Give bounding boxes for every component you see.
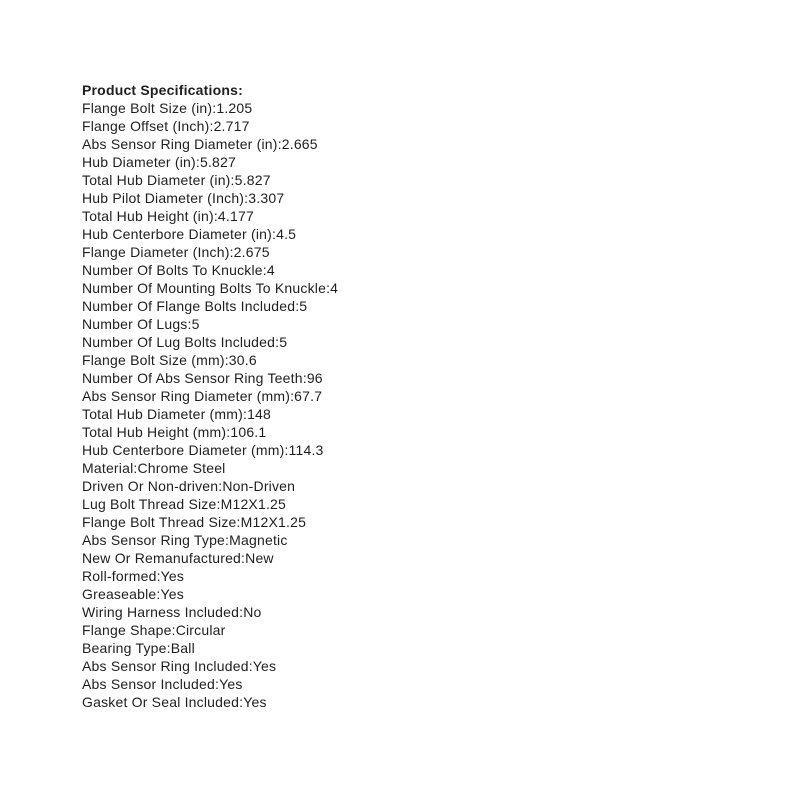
spec-line [82, 243, 338, 261]
spec-value: 2.675 [233, 244, 270, 260]
spec-separator: : [218, 478, 223, 494]
spec-separator: : [212, 100, 217, 116]
spec-line [82, 639, 338, 657]
spec-value: Yes [160, 568, 185, 584]
spec-value: 4 [266, 262, 275, 278]
spec-separator: : [187, 316, 192, 332]
spec-separator: : [166, 640, 171, 656]
spec-label: Flange Bolt Size (mm) [82, 352, 225, 368]
spec-value: Ball [170, 640, 195, 656]
spec-value: Yes [252, 658, 277, 674]
spec-label: Abs Sensor Ring Included [82, 658, 249, 674]
spec-line [82, 531, 338, 549]
spec-line [82, 315, 338, 333]
spec-separator: : [226, 424, 231, 440]
spec-separator: : [215, 676, 220, 692]
spec-label: Lug Bolt Thread Size [82, 496, 217, 512]
spec-label: New Or Remanufactured [82, 550, 242, 566]
spec-value: 106.1 [230, 424, 267, 440]
spec-value: 4 [330, 280, 339, 296]
spec-line [82, 333, 338, 351]
spec-value: 2.665 [281, 136, 318, 152]
spec-line [82, 261, 338, 279]
spec-separator: : [302, 370, 307, 386]
spec-separator: : [224, 352, 229, 368]
spec-separator: : [156, 568, 161, 584]
spec-line [82, 621, 338, 639]
spec-line [82, 135, 338, 153]
spec-value: 67.7 [294, 388, 323, 404]
spec-list [82, 99, 338, 711]
spec-separator: : [242, 406, 248, 422]
spec-value: Yes [219, 676, 243, 692]
spec-line [82, 171, 338, 189]
spec-separator: : [272, 226, 277, 242]
spec-value: New [245, 550, 274, 566]
spec-value: Circular [175, 622, 226, 638]
product-specifications-section [82, 81, 338, 711]
spec-label: Wiring Harness Included [82, 604, 240, 620]
spec-label: Total Hub Diameter (in) [82, 172, 231, 188]
spec-label: Number Of Bolts To Knuckle [82, 262, 263, 278]
spec-value: M12X1.25 [240, 514, 307, 530]
spec-value: Non-Driven [222, 478, 296, 494]
spec-label: Total Hub Height (in) [82, 208, 214, 224]
spec-line [82, 423, 338, 441]
spec-line [82, 153, 338, 171]
spec-line [82, 387, 338, 405]
spec-label: Flange Shape [82, 622, 172, 638]
spec-separator: : [290, 388, 295, 404]
spec-separator: : [239, 694, 244, 710]
spec-separator: : [326, 280, 331, 296]
spec-line [82, 99, 338, 117]
spec-line [82, 117, 338, 135]
spec-line [82, 369, 338, 387]
spec-line [82, 225, 338, 243]
spec-label: Hub Pilot Diameter (Inch) [82, 190, 245, 206]
spec-label: Flange Diameter (Inch) [82, 244, 230, 260]
spec-value: 5 [279, 334, 288, 350]
spec-value: 3.307 [248, 190, 285, 206]
spec-value: 4.177 [217, 208, 254, 224]
spec-label: Greaseable [82, 586, 157, 602]
spec-line [82, 297, 338, 315]
spec-label: Number Of Abs Sensor Ring Teeth [82, 370, 303, 386]
spec-value: 114.3 [288, 442, 324, 458]
spec-label: Bearing Type [82, 640, 167, 656]
spec-label: Flange Offset (Inch) [82, 118, 210, 134]
spec-separator: : [295, 298, 300, 314]
spec-line [82, 441, 338, 459]
spec-value: 1.205 [216, 100, 253, 116]
spec-line [82, 279, 338, 297]
spec-line [82, 657, 338, 675]
spec-label: Number Of Flange Bolts Included [82, 298, 296, 314]
spec-line [82, 459, 338, 477]
spec-label: Hub Diameter (in) [82, 154, 196, 170]
spec-value: 5.827 [199, 154, 237, 170]
spec-separator: : [262, 262, 267, 278]
spec-label: Number Of Mounting Bolts To Knuckle [82, 280, 327, 296]
spec-line [82, 405, 338, 423]
spec-line [82, 477, 338, 495]
spec-label: Total Hub Height (mm) [82, 424, 227, 440]
product-specifications-heading: Product Specifications: [82, 82, 243, 98]
spec-separator: : [229, 244, 234, 260]
spec-separator: : [209, 118, 214, 134]
spec-value: No [243, 604, 262, 620]
spec-label: Number Of Lug Bolts Included [82, 334, 276, 350]
spec-label: Hub Centerbore Diameter (in) [82, 226, 273, 242]
spec-label: Number Of Lugs [82, 316, 188, 332]
spec-label: Abs Sensor Ring Diameter (mm) [82, 388, 291, 404]
spec-separator: : [275, 334, 280, 350]
spec-value: 5 [299, 298, 308, 314]
spec-label: Material [82, 460, 134, 476]
spec-line [82, 549, 338, 567]
spec-value: Magnetic [229, 532, 288, 548]
spec-label: Roll-formed [82, 568, 157, 584]
spec-line [82, 693, 338, 711]
spec-separator: : [236, 514, 241, 530]
spec-value: Yes [160, 586, 184, 602]
spec-label: Driven Or Non-driven [82, 478, 219, 494]
spec-value: 96 [306, 370, 323, 386]
spec-label: Hub Centerbore Diameter (mm) [82, 442, 285, 458]
spec-line [82, 675, 338, 693]
spec-line [82, 351, 338, 369]
spec-value: 2.717 [213, 118, 250, 134]
spec-separator: : [277, 136, 282, 152]
spec-separator: : [156, 586, 161, 602]
spec-separator: : [133, 460, 138, 476]
spec-label: Abs Sensor Ring Type [82, 532, 226, 548]
spec-label: Abs Sensor Ring Diameter (in) [82, 136, 278, 152]
spec-value: M12X1.25 [220, 496, 287, 512]
spec-value: 5 [191, 316, 200, 332]
spec-line [82, 585, 338, 603]
spec-line [82, 495, 338, 513]
spec-separator: : [244, 190, 249, 206]
spec-label: Flange Bolt Size (in) [82, 100, 213, 116]
spec-value: 148 [247, 406, 272, 422]
spec-separator: : [171, 622, 176, 638]
spec-value: 5.827 [234, 172, 271, 188]
spec-line [82, 567, 338, 585]
spec-value: Yes [243, 694, 267, 710]
spec-label: Abs Sensor Included [82, 676, 215, 692]
spec-separator: : [225, 532, 230, 548]
spec-separator: : [213, 208, 218, 224]
spec-line [82, 207, 338, 225]
spec-line [82, 603, 338, 621]
spec-line [82, 189, 338, 207]
spec-value: Chrome Steel [137, 460, 226, 476]
spec-separator: : [195, 154, 200, 170]
spec-line [82, 513, 338, 531]
spec-value: 30.6 [228, 352, 257, 368]
spec-separator: : [248, 658, 253, 674]
spec-label: Total Hub Diameter (mm) [82, 406, 243, 422]
spec-value: 4.5 [276, 226, 297, 242]
spec-label: Gasket Or Seal Included [82, 694, 240, 710]
spec-separator: : [216, 496, 221, 512]
spec-separator: : [239, 604, 244, 620]
spec-label: Flange Bolt Thread Size [82, 514, 237, 530]
spec-separator: : [241, 550, 246, 566]
spec-separator: : [284, 442, 289, 458]
spec-separator: : [230, 172, 235, 188]
